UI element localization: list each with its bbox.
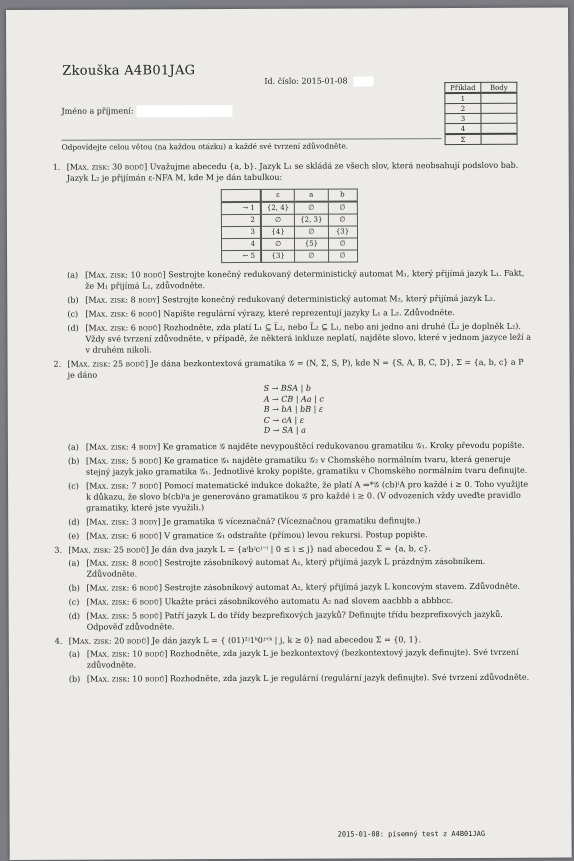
- question-number: 2.: [53, 359, 62, 369]
- nfa-state: → 1: [221, 202, 261, 215]
- exam-body: [45, 160, 533, 688]
- score-cell: [481, 93, 517, 104]
- score-cell: [481, 123, 517, 134]
- nfa-cell: {2, 4}: [261, 202, 295, 215]
- subquestion-1d: [67, 321, 531, 356]
- question-4: [47, 633, 533, 684]
- id-number-field: [264, 76, 373, 86]
- sub-text: Napište regulární výrazy, které reprezentují jazyky L₁ a L₂. Zdůvodněte.: [163, 308, 455, 319]
- sub-points: [Max. zisk: 5 bodů]: [85, 455, 162, 466]
- nfa-state: ← 5: [222, 250, 262, 262]
- sub-number: (b): [68, 674, 81, 684]
- subquestion-4b: [69, 671, 533, 684]
- score-table: [444, 82, 517, 145]
- sub-text: Rozhodněte, zda jazyk L je bezkontextový (bezkontextový jazyk definujte). Své tvrzení zdůvodněte.: [86, 647, 519, 670]
- question-text: Je dán jazyk L = { (01)²ʲ1ᵏ0ʲ⁺ᵏ | j, k ≥ 0} nad abecedou Σ = {0, 1}.: [151, 634, 422, 645]
- sub-points: [Max. zisk: 6 bodů]: [86, 582, 162, 593]
- sub-text: V gramatice 𝒢₁ odstraňte (přímou) levou rekursi. Postup popište.: [164, 529, 428, 540]
- nfa-cell: ∅: [328, 238, 357, 250]
- sub-text: Rozhodněte, zda jazyk L je regulární (regulární jazyk definujte). Své tvrzení zdůvodněte.: [169, 672, 530, 683]
- sub-text: Sestrojte zásobníkový automat A₁, který přijímá jazyk L prázdným zásobníkem. Zdůvodněte.: [86, 556, 486, 579]
- nfa-cell: {3}: [261, 250, 295, 262]
- question-text: Uvažujme abecedu {a, b}. Jazyk L₁ se skládá ze všech slov, která neobsahují podslovo bab. Jazyk L₂ je přijímán ε-NFA M, kde M je dán tabulkou:: [66, 160, 519, 183]
- sub-points: [Max. zisk: 8 bodů]: [86, 557, 162, 568]
- nfa-cell: ∅: [261, 238, 295, 250]
- sub-text: Je gramatika 𝒢 víceznačná? (Víceznačnou gramatiku definujte.): [163, 515, 421, 526]
- nfa-cell: ∅: [328, 214, 357, 226]
- exam-sheet: [6, 8, 572, 860]
- score-cell: [481, 134, 517, 145]
- sub-number: (d): [68, 517, 80, 527]
- sub-text: Patří jazyk L do třídy bezprefixových jazyků? Definujte třídu bezprefixových jazyků. Odpověď zdůvodněte.: [86, 609, 503, 632]
- nfa-cell: {4}: [261, 226, 295, 238]
- sub-points: [Max. zisk: 10 bodů]: [85, 270, 166, 280]
- subquestion-2a: [68, 439, 532, 452]
- sub-points: [Max. zisk: 4 body]: [85, 441, 161, 452]
- subquestion-1c: [67, 307, 531, 320]
- subquestion-2b: [68, 453, 532, 477]
- sub-number: (a): [67, 442, 79, 452]
- page-footer: 2015-01-08: písemný test z A4B01JAG: [337, 829, 486, 839]
- nfa-cell: {5}: [295, 238, 328, 250]
- subquestion-1b: [67, 293, 531, 306]
- score-header-points: Body: [481, 82, 517, 93]
- sub-text: Sestrojte konečný redukovaný deterministický automat M₂, který přijímá jazyk L₂.: [162, 293, 496, 305]
- nfa-table: [221, 188, 358, 263]
- sub-number: (a): [68, 649, 80, 659]
- subquestion-3c: [69, 594, 533, 607]
- sub-points: [Max. zisk: 6 bodů]: [86, 596, 163, 607]
- grammar-rule: D → SA | a: [263, 425, 306, 435]
- sub-number: (d): [67, 323, 79, 333]
- question-text: Je dána bezkontextová gramatika 𝒢 = (N, Σ, S, P), kde N = {S, A, B, C, D}, Σ = {a, b, c} a P je dáno: [67, 357, 524, 380]
- nfa-cell: ∅: [328, 250, 357, 262]
- sub-points: [Max. zisk: 3 body]: [86, 516, 161, 527]
- nfa-cell: ∅: [295, 226, 328, 238]
- question-number: 3.: [54, 545, 63, 555]
- sub-number: (a): [68, 558, 80, 568]
- grammar-rule: S → BSA | b: [263, 383, 311, 393]
- question-number: 4.: [54, 636, 63, 646]
- sub-points: [Max. zisk: 6 bodů]: [86, 530, 162, 541]
- sub-number: (c): [67, 309, 79, 319]
- nfa-state: 2: [221, 214, 261, 226]
- sub-number: (e): [68, 531, 80, 541]
- nfa-state: 4: [221, 238, 261, 250]
- sub-text: Sestrojte zásobníkový automat A₂, který přijímá jazyk L koncovým stavem. Zdůvodněte.: [164, 581, 521, 592]
- nfa-cell: {2, 3}: [295, 214, 328, 226]
- sub-text: Ke gramatice 𝒢 najděte nevypouštěcí redukovanou gramatiku 𝒢₁. Kroky převodu popište.: [162, 440, 525, 451]
- subquestion-2e: [68, 528, 532, 541]
- score-row-label: 4: [445, 123, 481, 134]
- subquestion-2d: [68, 514, 532, 527]
- nfa-header: a: [295, 189, 328, 202]
- nfa-header: b: [328, 189, 357, 202]
- score-cell: [481, 103, 517, 113]
- instructions: Odpovídejte celou větou (na každou otázku) a každé své tvrzení zdůvodněte.: [62, 138, 442, 152]
- grammar-rule: B → bA | bB | ε: [263, 404, 324, 414]
- subquestion-1a: [67, 268, 531, 292]
- sub-points: [Max. zisk: 5 bodů]: [86, 610, 163, 621]
- sub-number: (b): [67, 295, 79, 305]
- sub-points: [Max. zisk: 6 bodů]: [85, 309, 161, 319]
- id-number-label: Id. číslo: 2015-01-08: [264, 76, 348, 86]
- sub-number: (c): [68, 481, 79, 491]
- nfa-cell: ∅: [261, 214, 295, 226]
- question-points: [Max. zisk: 25 bodů]: [68, 544, 149, 555]
- grammar-rule: C → cA | ε: [263, 415, 305, 425]
- sub-points: [Max. zisk: 7 bodů]: [86, 480, 162, 491]
- exam-title: Zkouška A4B01JAG: [62, 63, 196, 79]
- name-label: Jméno a příjmení:: [61, 106, 134, 116]
- subquestion-3a: [68, 555, 532, 579]
- sub-text: Ukažte práci zásobníkového automatu A₂ nad slovem aacbbb a abbbcc.: [164, 595, 454, 606]
- grammar-rules: [264, 383, 532, 437]
- sub-text: Pomocí matematické indukce dokažte, že platí A ⇒*𝒢 (cb)ⁱA pro každé i ≥ 0. Toho využijte k důkazu, že slovo b(cb)ⁱa je generováno gramatikou 𝒢 pro každé i ≥ 0. (V odvozeních vždy uveďte pravidlo gramatiky, které jste využili.): [86, 479, 529, 513]
- subquestion-2c: [68, 478, 532, 513]
- nfa-cell: ∅: [295, 250, 328, 262]
- question-3: [46, 542, 532, 632]
- score-header-example: Příklad: [445, 82, 481, 93]
- nfa-cell: ∅: [328, 201, 357, 214]
- question-points: [Max. zisk: 25 bodů]: [67, 359, 149, 369]
- redacted-id: [353, 76, 373, 86]
- nfa-cell: {3}: [328, 226, 357, 238]
- redacted-name: [136, 105, 232, 117]
- subquestion-4a: [69, 646, 533, 670]
- sub-points: [Max. zisk: 8 body]: [85, 295, 160, 305]
- subquestion-3d: [69, 608, 533, 632]
- score-row-label: Σ: [445, 134, 481, 145]
- subquestion-3b: [68, 580, 532, 593]
- sub-text: Sestrojte konečný redukovaný deterministický automat M₁, který přijímá jazyk L₁. Fakt, že M₁ přijímá L₁, zdůvodněte.: [85, 268, 525, 291]
- score-row-label: 2: [445, 103, 481, 113]
- name-field: [61, 105, 232, 118]
- nfa-state: 3: [221, 226, 261, 238]
- sub-number: (d): [68, 611, 81, 621]
- nfa-cell: ∅: [295, 202, 328, 215]
- score-row-label: 1: [445, 93, 481, 104]
- sub-text: Rozhodněte, zda platí L₁ ⊆ L̅₂, nebo L̅₂ ⊆ L₁, nebo ani jedno ani druhé (L̅₂ je doplněk L₂). Vždy své tvrzení zdůvodněte, v případě, že některá inkluze neplatí, najděte slovo, které v jednom jazyce leží a v druhém nikoli.: [85, 321, 531, 355]
- score-cell: [481, 113, 517, 123]
- question-text: Je dán dva jazyk L = {aⁱbʲcʲ⁻ⁱ | 0 ≤ i ≤ j} nad abecedou Σ = {a, b, c}.: [151, 543, 431, 554]
- nfa-header: [221, 189, 261, 202]
- sub-points: [Max. zisk: 6 bodů]: [85, 323, 161, 333]
- sub-number: (c): [68, 597, 80, 607]
- question-number: 1.: [52, 162, 61, 172]
- question-1: [45, 160, 532, 356]
- sub-points: [Max. zisk: 10 bodů]: [86, 648, 168, 659]
- question-points: [Max. zisk: 20 bodů]: [68, 635, 150, 646]
- nfa-header: ε: [261, 189, 295, 202]
- sub-number: (b): [68, 583, 80, 593]
- sub-number: (a): [67, 270, 79, 280]
- sub-points: [Max. zisk: 10 bodů]: [86, 673, 168, 684]
- sub-number: (b): [67, 456, 80, 466]
- question-2: [46, 357, 533, 542]
- grammar-rule: A → CB | Aa | c: [263, 394, 324, 404]
- question-points: [Max. zisk: 30 bodů]: [66, 162, 148, 172]
- sub-text: Ke gramatice 𝒢₁ najděte gramatiku 𝒢₂ v Chomského normálním tvaru, která generuje stejný jazyk jako gramatika 𝒢₁. Jednotlivé kroky popište, gramatiku v Chomského normálním tvaru definujte.: [85, 454, 528, 477]
- score-row-label: 3: [445, 113, 481, 123]
